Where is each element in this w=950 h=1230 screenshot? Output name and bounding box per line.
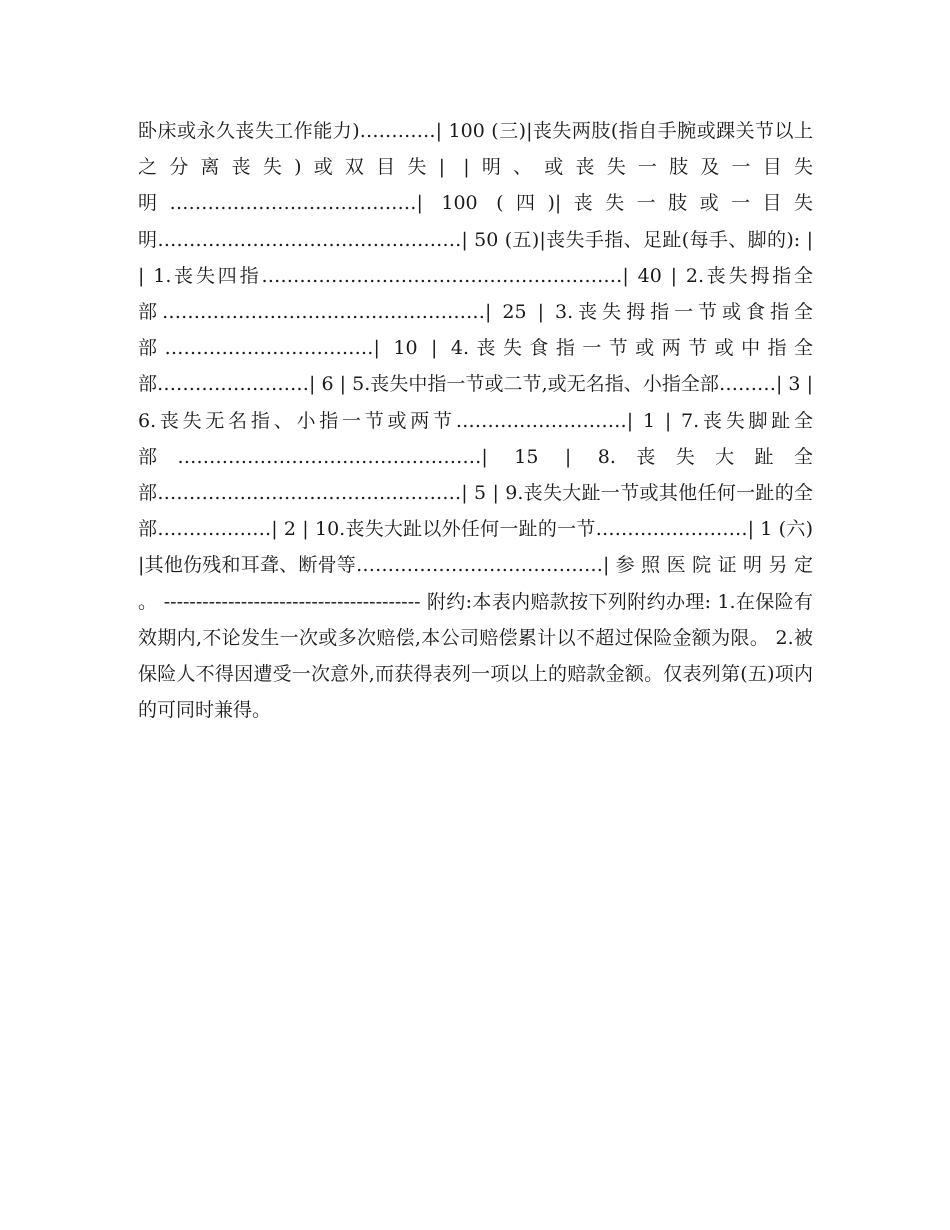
body-paragraph: 卧床或永久丧失工作能力)…………| 100 (三)|丧失两肢(指自手腕或踝关节以上之分离丧失)或双目失| |明、或丧失一肢及一目失明…………………………………| 100 (四)|丧失一肢或一目失明…………………………………………| 50 (五)|丧失手指、足趾(每手、脚的): | | 1.丧失四指…………………………………………………| 40 | 2.丧失拇指全部……………………………………………| 25 | 3.丧失拇指一节或食指全部……………………………| 10 | 4.丧失食指一节或两节或中指全部……………………| 6 | 5.丧失中指一节或二节,或无名指、小指全部………| 3 | 6.丧失无名指、小指一节或两节………………………| 1 | 7.丧失脚趾全部…………………………………………| 15 | 8.丧失大趾全部…………………………………………| 5 | 9.丧失大趾一节或其他任何一趾的全部………………| 2 | 10.丧失大趾以外任何一趾的一节……………………| 1 (六)|其他伤残和耳聋、断骨等…………………………………| 参 照 医 院 证 明 另 定 。 ---------------------------------------- 附约:本表内赔款按下列附约办理: 1.在保险有效期内,不论发生一次或多次赔偿,本公司赔偿累计以不超过保险金额为限。 2.被保险人不得因遭受一次意外,而获得表列一项以上的赔款金额。仅表列第(五)项内的可同时兼得。 — [138, 120, 820, 722]
